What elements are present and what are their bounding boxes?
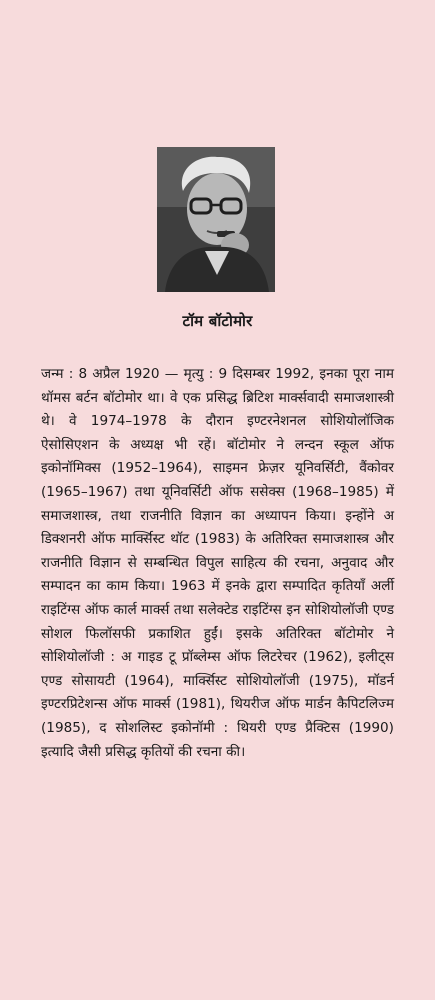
author-photo-icon — [157, 147, 275, 292]
author-photo — [157, 147, 275, 292]
author-name: टॉम बॉटोमोर — [182, 312, 253, 330]
author-biography: जन्म : 8 अप्रैल 1920 — मृत्यु : 9 दिसम्बर 1992, इनका पूरा नाम थॉमस बर्टन बॉटोमोर था। वे एक प्रसिद्ध ब्रिटिश मार्क्सवादी समाजशास्त्री थे। वे 1974–1978 के दौरान इण्टरनेशनल सोशियोलॉजिक ऐसोसिएशन के अध्यक्ष भी रहें। बॉटोमोर ने लन्दन स्कूल ऑफ इकोनॉमिक्स (1952–1964), साइमन फ्रेज़र यूनिवर्सिटी, वैंकोवर (1965–1967) तथा यूनिवर्सिटी ऑफ ससेक्स (1968–1985) में समाजशास्त्र, तथा राजनीति विज्ञान का अध्यापन किया। इन्होंने अ डिक्शनरी ऑफ मार्क्सिस्ट थॉट (1983) के अतिरिक्त समाजशास्त्र और राजनीति विज्ञान से सम्बन्धित विपुल साहित्य की रचना, अनुवाद और सम्पादन का काम किया। 1963 में इनके द्वारा सम्पादित कृतियाँ अर्ली राइटिंग्स ऑफ कार्ल मार्क्स तथा सलेक्टेड राइटिंग्स इन सोशियोलॉजी एण्ड सोशल फिलॉसफी प्रकाशित हुईं। इसके अतिरिक्त बॉटोमोर ने सोशियोलॉजी : अ गाइड टू प्रॉब्लेम्स ऑफ लिटरेचर (1962), इलीट्स एण्ड सोसायटी (1964), मार्क्सिस्ट सोशियोलॉजी (1975), मॉडर्न इण्टरप्रिटेशन्स ऑफ मार्क्स (1981), थियरीज ऑफ मार्डन कैपिटलिज्म (1985), द सोशलिस्ट इकोनॉमी : थियरी एण्ड प्रैक्टिस (1990) इत्यादि जैसी प्रसिद्ध कृतियों की रचना की। — [41, 366, 394, 760]
